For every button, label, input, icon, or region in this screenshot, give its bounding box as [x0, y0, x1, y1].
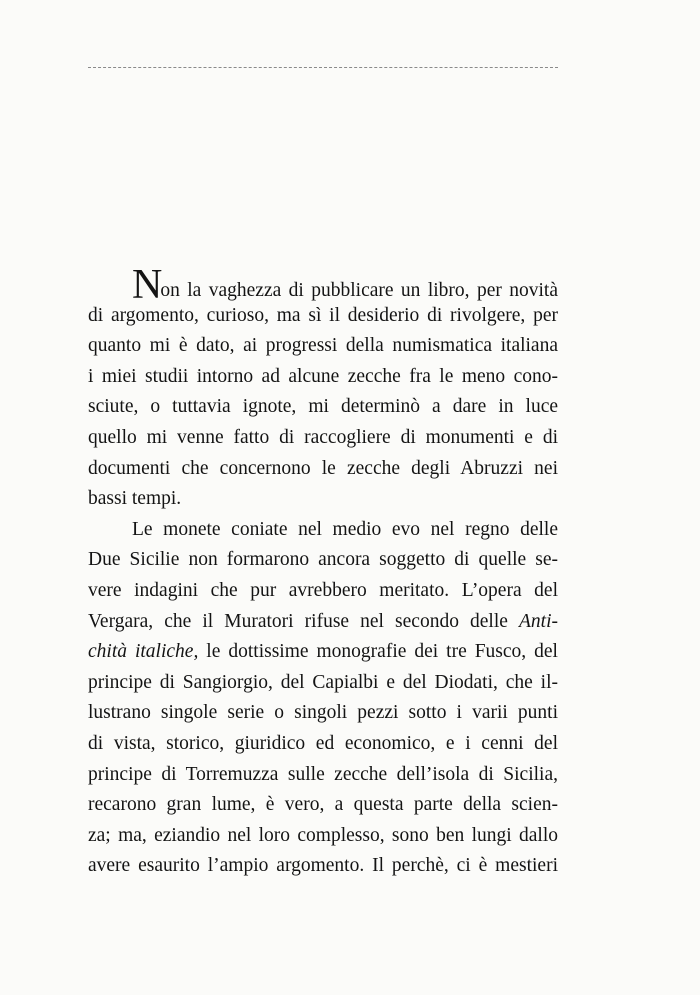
- text-line: quello mi venne fatto di raccogliere di monumenti e di: [88, 426, 558, 448]
- text-line: di vista, storico, giuridico ed economico, e i cenni del: [88, 732, 558, 754]
- text-line: bassi tempi.: [88, 488, 182, 510]
- text-line: lustrano singole serie o singoli pezzi sotto i varii punti: [88, 702, 558, 724]
- text-line: za; ma, eziandio nel loro complesso, sono ben lungi dallo: [88, 824, 558, 846]
- text-line-content: on la vaghezza di pubblicare un libro, per novità: [160, 280, 558, 301]
- text-line: Due Sicilie non formarono ancora soggetto di quelle se-: [88, 549, 558, 571]
- header-rule: [88, 67, 558, 68]
- text-line: [88, 637, 558, 668]
- text-line: avere esaurito l’ampio argomento. Il perchè, ci è mestieri: [88, 855, 558, 877]
- text-line-content: le dottissime monografie dei tre Fusco, del: [198, 641, 558, 663]
- italic-title: chità italiche,: [88, 641, 199, 663]
- text-line: principe di Sangiorgio, del Capialbi e del Diodati, che il-: [88, 671, 558, 693]
- text-line: [88, 607, 558, 638]
- page-body: [88, 262, 558, 882]
- text-line: recarono gran lume, è vero, a questa parte della scien-: [88, 794, 558, 816]
- italic-title: Anti-: [519, 610, 558, 632]
- text-line: documenti che concernono le zecche degli Abruzzi nei: [88, 457, 558, 479]
- text-line: Le monete coniate nel medio evo nel regno delle: [132, 518, 558, 540]
- text-line: vere indagini che pur avrebbero meritato. L’opera del: [88, 579, 558, 601]
- drop-cap: N: [132, 262, 161, 308]
- text-line: quanto mi è dato, ai progressi della numismatica italiana: [88, 335, 558, 357]
- text-line: di argomento, curioso, ma sì il desiderio di rivolgere, per: [88, 304, 558, 326]
- text-line: principe di Torremuzza sulle zecche dell’isola di Sicilia,: [88, 763, 558, 785]
- paragraph-2: [88, 515, 558, 882]
- paragraph-1: [88, 262, 558, 515]
- text-line: i miei studii intorno ad alcune zecche fra le meno cono-: [88, 365, 558, 387]
- text-line: [88, 262, 558, 308]
- text-line: sciute, o tuttavia ignote, mi determinò a dare in luce: [88, 396, 558, 418]
- text-line-content: Vergara, che il Muratori rifuse nel secondo delle: [88, 610, 519, 632]
